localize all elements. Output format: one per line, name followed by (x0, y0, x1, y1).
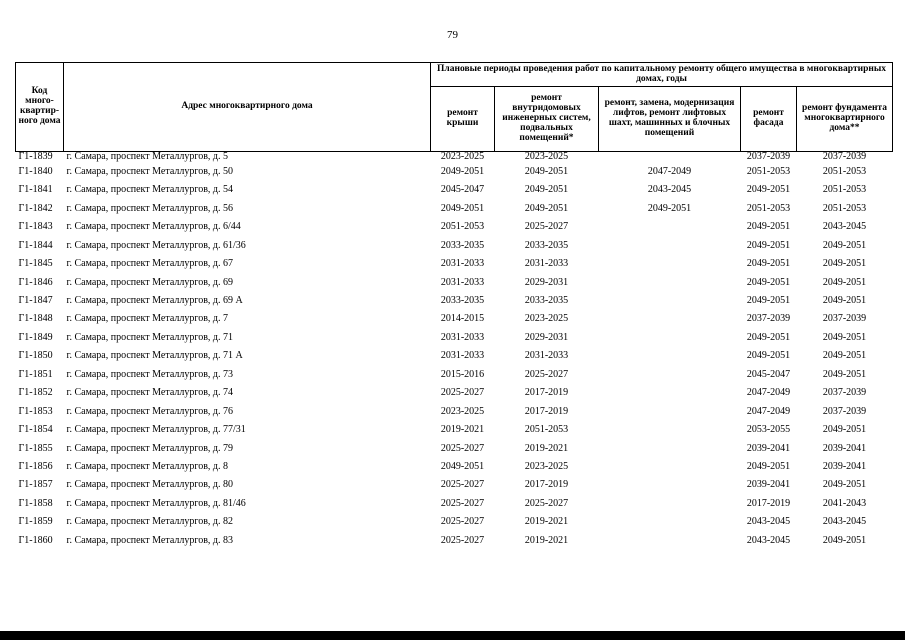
cell-code: Г1-1855 (18, 442, 53, 454)
cell-foundation: 2037-2039 (822, 405, 867, 417)
cell-elevators (599, 495, 741, 513)
table-row (16, 311, 893, 329)
cell-elevators (599, 458, 741, 476)
cell-code: Г1-1858 (18, 497, 53, 509)
table-row (16, 292, 893, 310)
table-row (16, 532, 893, 550)
cell-elevators: 2047-2049 (647, 165, 692, 177)
cell-foundation: 2051-2053 (822, 202, 867, 214)
cell-engineering: 2017-2019 (524, 405, 569, 417)
header-periods: Плановые периоды проведения работ по капитальному ремонту общего имущества в многоквартирных домах, годы (431, 63, 893, 87)
cell-roof: 2023-2025 (440, 405, 485, 417)
cell-address: г. Самара, проспект Металлургов, д. 8 (66, 460, 229, 472)
cell-roof: 2045-2047 (440, 184, 485, 196)
page-number: 79 (447, 29, 458, 41)
cell-engineering: 2019-2021 (524, 442, 569, 454)
cell-address: г. Самара, проспект Металлургов, д. 81/46 (66, 497, 246, 509)
cell-facade: 2039-2041 (746, 479, 791, 491)
cell-foundation: 2049-2051 (822, 239, 867, 251)
cell-address: г. Самара, проспект Металлургов, д. 7 (66, 313, 229, 325)
cell-code: Г1-1846 (18, 276, 53, 288)
cell-facade: 2049-2051 (746, 258, 791, 270)
cell-code: Г1-1847 (18, 295, 53, 307)
cell-address: г. Самара, проспект Металлургов, д. 83 (66, 534, 234, 546)
cell-foundation: 2049-2051 (822, 479, 867, 491)
cell-facade: 2039-2041 (746, 442, 791, 454)
header-foundation: ремонт фундамента многоквартирного дома** (797, 87, 893, 152)
cell-roof: 2031-2033 (440, 331, 485, 343)
cell-engineering: 2025-2027 (524, 368, 569, 380)
cell-engineering: 2051-2053 (524, 424, 569, 436)
table-row (16, 458, 893, 476)
cell-roof: 2015-2016 (440, 368, 485, 380)
cell-code: Г1-1851 (18, 368, 53, 380)
cell-engineering: 2023-2025 (524, 151, 569, 162)
table-row (16, 440, 893, 458)
cell-code: Г1-1852 (18, 387, 53, 399)
cell-foundation: 2039-2041 (822, 460, 867, 472)
cell-foundation: 2049-2051 (822, 534, 867, 546)
cell-facade: 2049-2051 (746, 295, 791, 307)
cell-elevators (599, 292, 741, 310)
table-row (16, 421, 893, 439)
cell-address: г. Самара, проспект Металлургов, д. 74 (66, 387, 234, 399)
cell-elevators: 2049-2051 (647, 202, 692, 214)
cell-address: г. Самара, проспект Металлургов, д. 69 (66, 276, 234, 288)
cell-roof: 2025-2027 (440, 516, 485, 528)
cell-code: Г1-1857 (18, 479, 53, 491)
cell-roof: 2051-2053 (440, 221, 485, 233)
cell-foundation: 2037-2039 (822, 387, 867, 399)
table-row (16, 403, 893, 421)
cell-foundation: 2049-2051 (822, 350, 867, 362)
cell-elevators (599, 532, 741, 550)
cell-roof: 2031-2033 (440, 258, 485, 270)
cell-foundation: 2039-2041 (822, 442, 867, 454)
cell-address: г. Самара, проспект Металлургов, д. 79 (66, 442, 234, 454)
cell-address: г. Самара, проспект Металлургов, д. 69 А (66, 295, 243, 307)
cell-foundation: 2037-2039 (822, 313, 867, 325)
cell-code: Г1-1849 (18, 331, 53, 343)
table-row (16, 495, 893, 513)
cell-elevators (599, 440, 741, 458)
cell-roof: 2023-2025 (440, 151, 485, 162)
cell-foundation: 2041-2043 (822, 497, 867, 509)
cell-engineering: 2017-2019 (524, 479, 569, 491)
table-row (16, 347, 893, 365)
cell-engineering: 2025-2027 (524, 497, 569, 509)
cell-elevators (599, 274, 741, 292)
capital-repair-table (15, 62, 893, 550)
cell-facade: 2047-2049 (746, 387, 791, 399)
table-row (16, 476, 893, 494)
cell-facade: 2049-2051 (746, 184, 791, 196)
cell-facade: 2049-2051 (746, 460, 791, 472)
cell-engineering: 2019-2021 (524, 534, 569, 546)
cell-engineering: 2033-2035 (524, 295, 569, 307)
cell-facade: 2049-2051 (746, 221, 791, 233)
header-engineering: ремонт внутридомовых инженерных систем, подвальных помещений* (495, 87, 599, 152)
cell-foundation: 2049-2051 (822, 258, 867, 270)
header-address: Адрес многоквартирного дома (64, 63, 431, 152)
header-elevators: ремонт, замена, модернизация лифтов, ремонт лифтовых шахт, машинных и блочных помещений (599, 87, 741, 152)
table-row (16, 274, 893, 292)
cell-elevators (599, 513, 741, 531)
cell-engineering: 2049-2051 (524, 184, 569, 196)
cell-facade: 2047-2049 (746, 405, 791, 417)
header-roof: ремонт крыши (431, 87, 495, 152)
cell-elevators (599, 347, 741, 365)
cell-foundation: 2049-2051 (822, 276, 867, 288)
cell-address: г. Самара, проспект Металлургов, д. 76 (66, 405, 234, 417)
cell-code: Г1-1850 (18, 350, 53, 362)
cell-engineering: 2031-2033 (524, 258, 569, 270)
cell-elevators (599, 403, 741, 421)
table-row (16, 200, 893, 218)
cell-foundation: 2049-2051 (822, 424, 867, 436)
cell-code: Г1-1853 (18, 405, 53, 417)
cell-facade: 2043-2045 (746, 516, 791, 528)
cell-engineering: 2023-2025 (524, 313, 569, 325)
cell-roof: 2033-2035 (440, 239, 485, 251)
table-row (16, 329, 893, 347)
table-row (16, 163, 893, 181)
cell-elevators (599, 366, 741, 384)
cell-code: Г1-1839 (18, 151, 53, 162)
table-row (16, 218, 893, 236)
cell-foundation: 2043-2045 (822, 516, 867, 528)
cell-facade: 2037-2039 (746, 151, 791, 162)
cell-elevators (599, 329, 741, 347)
cell-address: г. Самара, проспект Металлургов, д. 73 (66, 368, 234, 380)
cell-address: г. Самара, проспект Металлургов, д. 71 А (66, 350, 243, 362)
cell-elevators (599, 218, 741, 236)
cell-elevators (599, 421, 741, 439)
cell-elevators (599, 384, 741, 402)
cell-address: г. Самара, проспект Металлургов, д. 80 (66, 479, 234, 491)
cell-roof: 2049-2051 (440, 165, 485, 177)
header-facade: ремонт фасада (741, 87, 797, 152)
cell-code: Г1-1843 (18, 221, 53, 233)
cell-roof: 2031-2033 (440, 350, 485, 362)
cell-roof: 2025-2027 (440, 534, 485, 546)
cell-address: г. Самара, проспект Металлургов, д. 61/36 (66, 239, 246, 251)
header-code: Код много-квартир-ного дома (16, 63, 64, 152)
table-row (16, 513, 893, 531)
table-body (16, 152, 893, 551)
table-row (16, 255, 893, 273)
cell-roof: 2049-2051 (440, 460, 485, 472)
cell-facade: 2043-2045 (746, 534, 791, 546)
header-row-top (16, 63, 893, 87)
table-row (16, 181, 893, 199)
cell-code: Г1-1860 (18, 534, 53, 546)
table-row (16, 237, 893, 255)
cell-address: г. Самара, проспект Металлургов, д. 71 (66, 331, 234, 343)
cell-code: Г1-1840 (18, 165, 53, 177)
cell-address: г. Самара, проспект Металлургов, д. 56 (66, 202, 234, 214)
cell-code: Г1-1859 (18, 516, 53, 528)
cell-elevators (599, 255, 741, 273)
cell-engineering: 2019-2021 (524, 516, 569, 528)
cell-roof: 2033-2035 (440, 295, 485, 307)
cell-facade: 2045-2047 (746, 368, 791, 380)
cell-address: г. Самара, проспект Металлургов, д. 50 (66, 165, 234, 177)
cell-facade: 2051-2053 (746, 165, 791, 177)
cell-code: Г1-1841 (18, 184, 53, 196)
cell-foundation: 2037-2039 (822, 151, 867, 162)
cell-engineering: 2023-2025 (524, 460, 569, 472)
cell-code: Г1-1854 (18, 424, 53, 436)
cell-elevators (599, 152, 741, 164)
cell-roof: 2019-2021 (440, 424, 485, 436)
cell-engineering: 2031-2033 (524, 350, 569, 362)
cell-code: Г1-1845 (18, 258, 53, 270)
cell-elevators (599, 476, 741, 494)
cell-roof: 2049-2051 (440, 202, 485, 214)
cell-foundation: 2043-2045 (822, 221, 867, 233)
cell-address: г. Самара, проспект Металлургов, д. 67 (66, 258, 234, 270)
cell-facade: 2049-2051 (746, 331, 791, 343)
cell-address: г. Самара, проспект Металлургов, д. 77/31 (66, 424, 246, 436)
cell-engineering: 2029-2031 (524, 331, 569, 343)
cell-engineering: 2049-2051 (524, 165, 569, 177)
table-row (16, 152, 893, 164)
cell-elevators (599, 311, 741, 329)
cell-foundation: 2049-2051 (822, 331, 867, 343)
cell-engineering: 2033-2035 (524, 239, 569, 251)
cell-elevators: 2043-2045 (647, 184, 692, 196)
cell-roof: 2025-2027 (440, 497, 485, 509)
cell-address: г. Самара, проспект Металлургов, д. 54 (66, 184, 234, 196)
cell-code: Г1-1856 (18, 460, 53, 472)
cell-facade: 2049-2051 (746, 239, 791, 251)
cell-roof: 2031-2033 (440, 276, 485, 288)
cell-foundation: 2051-2053 (822, 165, 867, 177)
cell-roof: 2025-2027 (440, 387, 485, 399)
table-row (16, 366, 893, 384)
cell-engineering: 2017-2019 (524, 387, 569, 399)
cell-engineering: 2029-2031 (524, 276, 569, 288)
cell-facade: 2053-2055 (746, 424, 791, 436)
cell-code: Г1-1848 (18, 313, 53, 325)
cell-facade: 2049-2051 (746, 350, 791, 362)
cell-address: г. Самара, проспект Металлургов, д. 5 (66, 151, 229, 162)
cell-code: Г1-1842 (18, 202, 53, 214)
cell-facade: 2037-2039 (746, 313, 791, 325)
cell-foundation: 2049-2051 (822, 368, 867, 380)
cell-foundation: 2049-2051 (822, 295, 867, 307)
cell-facade: 2049-2051 (746, 276, 791, 288)
cell-elevators (599, 237, 741, 255)
bottom-scan-bar (0, 631, 905, 640)
table-row (16, 384, 893, 402)
cell-address: г. Самара, проспект Металлургов, д. 6/44 (66, 221, 241, 233)
cell-address: г. Самара, проспект Металлургов, д. 82 (66, 516, 234, 528)
cell-foundation: 2051-2053 (822, 184, 867, 196)
cell-roof: 2014-2015 (440, 313, 485, 325)
cell-facade: 2017-2019 (746, 497, 791, 509)
cell-engineering: 2025-2027 (524, 221, 569, 233)
cell-code: Г1-1844 (18, 239, 53, 251)
cell-roof: 2025-2027 (440, 479, 485, 491)
cell-roof: 2025-2027 (440, 442, 485, 454)
cell-facade: 2051-2053 (746, 202, 791, 214)
cell-engineering: 2049-2051 (524, 202, 569, 214)
